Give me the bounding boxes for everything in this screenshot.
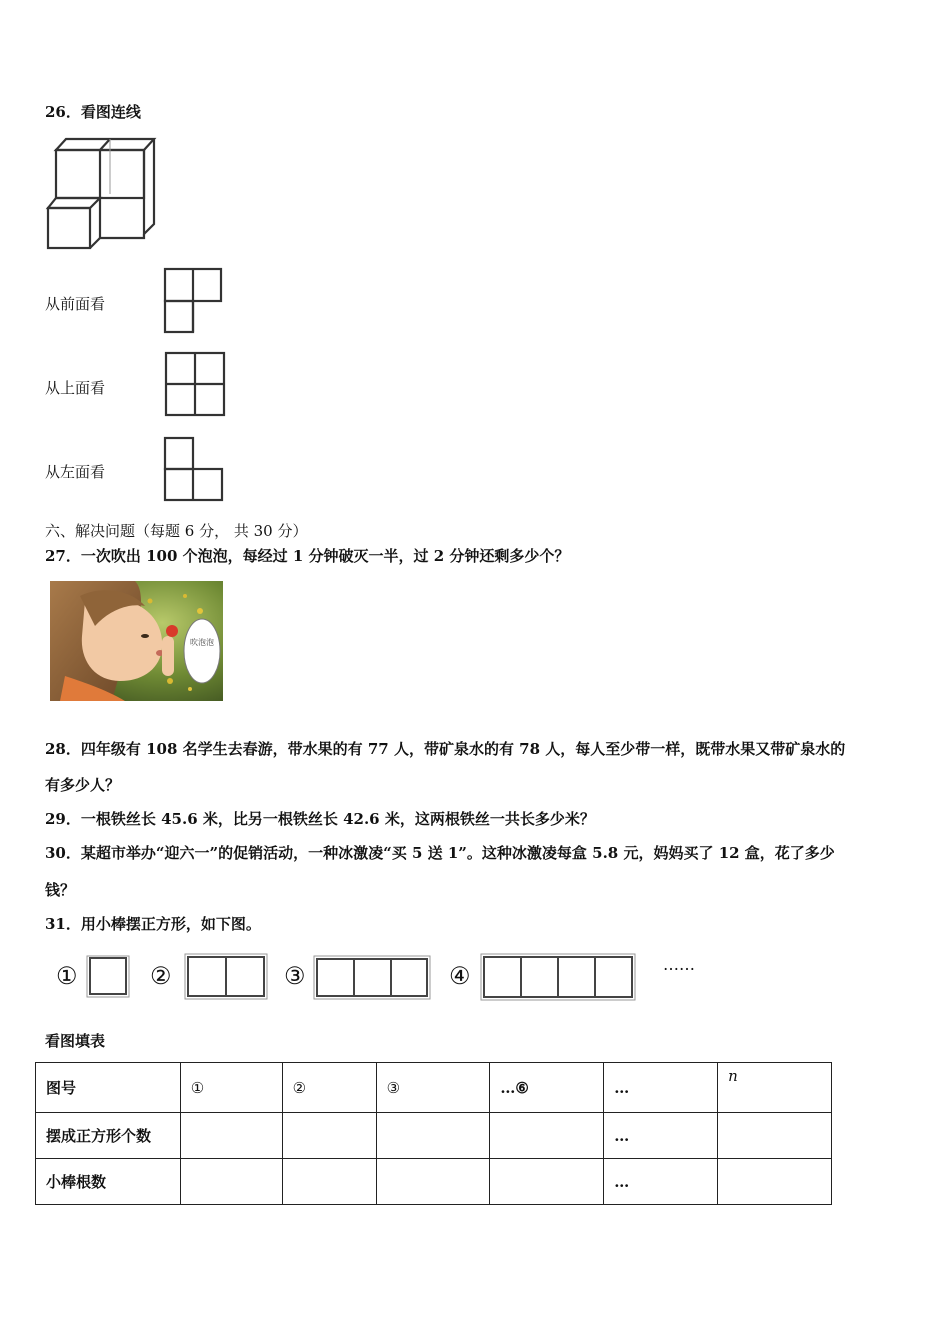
cube-stack-figure [44, 134, 159, 252]
view-label-front: 从前面看 [45, 295, 106, 313]
view-label-top: 从上面看 [45, 379, 106, 397]
table-cell: … [604, 1159, 718, 1205]
figure-label-2: ② [150, 962, 172, 990]
view-label-left: 从左面看 [45, 463, 106, 481]
q31-title: 31．用小棒摆正方形，如下图。 [45, 915, 261, 933]
figure-ellipsis: …… [663, 955, 695, 974]
q28-line2: 有多少人？ [45, 776, 121, 794]
stick-figure-3 [313, 955, 433, 1001]
stick-figure-4 [480, 953, 638, 1003]
table-answer-cell[interactable] [376, 1159, 490, 1205]
table-answer-cell[interactable] [490, 1113, 604, 1159]
table-answer-cell[interactable] [282, 1113, 376, 1159]
top-view-figure [165, 352, 227, 418]
table-header-cell: … [604, 1063, 718, 1113]
table-header-cell: n [718, 1063, 832, 1113]
table-row [36, 1113, 832, 1159]
table-row [36, 1159, 832, 1205]
table-title: 看图填表 [45, 1032, 106, 1050]
stick-figure-1 [86, 955, 132, 999]
left-view-figure [164, 437, 226, 503]
bubble-text: 吹泡泡 [190, 638, 214, 647]
fill-in-table [35, 1062, 832, 1205]
table-answer-cell[interactable] [282, 1159, 376, 1205]
figure-label-1: ① [56, 962, 78, 990]
table-header-cell: ① [180, 1063, 282, 1113]
figure-label-3: ③ [284, 962, 306, 990]
q30-line1: 30．某超市举办“迎六一”的促销活动，一种冰激凌“买 5 送 1”。这种冰激凌每盒 5.8 元，妈妈买了 12 盒，花了多少 [45, 844, 835, 862]
table-answer-cell[interactable] [180, 1113, 282, 1159]
table-header-cell: …⑥ [490, 1063, 604, 1113]
table-answer-cell[interactable] [490, 1159, 604, 1205]
q28-line1: 28．四年级有 108 名学生去春游，带水果的有 77 人，带矿泉水的有 78 人，每人至少带一样，既带水果又带矿泉水的 [45, 740, 846, 758]
table-cell: … [604, 1113, 718, 1159]
front-view-figure [164, 268, 224, 334]
table-header-cell: ② [282, 1063, 376, 1113]
figure-label-4: ④ [449, 962, 471, 990]
girl-blowing-bubbles-photo [50, 581, 223, 701]
table-header-row [36, 1063, 832, 1113]
q30-line2: 钱？ [45, 881, 76, 899]
table-answer-cell[interactable] [718, 1113, 832, 1159]
table-row-label: 摆成正方形个数 [36, 1113, 181, 1159]
stick-figure-2 [184, 953, 270, 1001]
table-answer-cell[interactable] [376, 1113, 490, 1159]
q29-text: 29．一根铁丝长 45.6 米，比另一根铁丝长 42.6 米，这两根铁丝一共长多少米？ [45, 810, 595, 828]
table-row-label: 小棒根数 [36, 1159, 181, 1205]
table-header-cell: 图号 [36, 1063, 181, 1113]
section-six-title: 六、解决问题（每题 6 分， 共 30 分） [45, 522, 308, 540]
table-header-cell: ③ [376, 1063, 490, 1113]
table-answer-cell[interactable] [718, 1159, 832, 1205]
q26-title: 26．看图连线 [45, 103, 141, 121]
table-answer-cell[interactable] [180, 1159, 282, 1205]
q27-text: 27．一次吹出 100 个泡泡，每经过 1 分钟破灭一半，过 2 分钟还剩多少个？ [45, 547, 570, 565]
